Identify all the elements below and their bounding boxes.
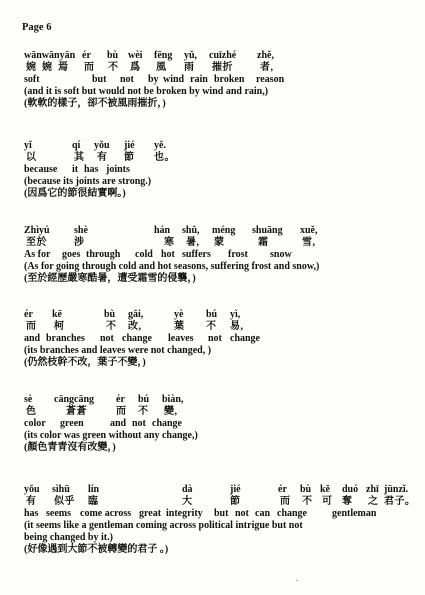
chinese-word: 寒 [164,237,175,248]
pinyin-word: zhě, [257,50,274,61]
chinese-word: 也。 [154,152,175,163]
pinyin-word: Zhìyú [24,225,50,236]
pinyin-word: zhī [366,484,379,495]
chinese-word: 而 [116,406,127,417]
gloss-word: hot [161,249,175,260]
chinese-word: 易, [230,321,244,332]
pinyin-word: jié [124,140,135,151]
gloss-word: gentleman [332,508,377,519]
chinese-translation: (軟軟的樣子，卻不被風雨摧折，) [24,98,166,109]
chinese-line [24,321,409,333]
chinese-word: 大 [182,496,193,507]
chinese-word: 涉 [74,237,85,248]
gloss-word: through [86,249,121,260]
chinese-word: 有 [26,496,37,507]
gloss-word: reason [256,74,285,85]
pinyin-word: ér [278,484,287,495]
gloss-word: change [230,333,260,344]
chinese-word: 婉 [26,62,37,73]
gloss-word: seems [46,508,71,519]
gloss-line [24,508,409,520]
pinyin-word: cāngcāng [54,394,94,405]
chinese-word: 之 [368,496,379,507]
translation-line: (its color was green without any change,) [24,430,198,441]
chinese-word: 節 [124,152,135,163]
gloss-word: great [139,508,162,519]
pinyin-word: yè [174,309,184,320]
chinese-word: 臨 [88,496,99,507]
chinese-word: 爲 [130,62,141,73]
pinyin-word: qí [72,140,81,151]
gloss-word: but [214,508,229,519]
chinese-word: 不 [302,496,313,507]
gloss-word: goes [62,249,81,260]
pinyin-word: ér [82,50,91,61]
chinese-word: 摧折 [212,62,233,73]
chinese-word: 至於 [26,237,47,248]
gloss-word: color [24,418,46,429]
gloss-word: come across [80,508,132,519]
gloss-word: soft [24,74,40,85]
pinyin-word: wèi [128,50,143,61]
pinyin-word: xuě, [300,225,318,236]
pinyin-word: shè [74,225,88,236]
pinyin-word: yì, [230,309,241,320]
gloss-word: not [132,418,146,429]
chinese-translation: (顏色青青沒有改變，) [24,442,116,453]
gloss-word: not [235,508,249,519]
stanza [24,394,409,454]
pinyin-word: hán [154,225,171,236]
chinese-line [24,406,409,418]
pinyin-word: shuāng [252,225,283,236]
pinyin-word: bú [138,394,150,405]
chinese-line [24,496,416,508]
gloss-word: wind [163,74,185,85]
gloss-word: branches [46,333,85,344]
chinese-word: 而 [84,62,95,73]
pinyin-word: yě. [154,140,166,151]
chinese-word: 雪, [302,237,316,248]
gloss-word: not [100,333,114,344]
chinese-word: 柯 [54,321,65,332]
translation-line: (its branches and leaves were not changed, ) [24,345,212,356]
pinyin-line [24,309,409,321]
chinese-word: 蒼蒼 [66,406,87,417]
pinyin-word: yǒu [94,140,110,151]
chinese-word: 色 [26,406,37,417]
stanza [24,140,409,200]
translation-line: (As for going through cold and hot seasons, suffering frost and snow,) [24,261,320,272]
pinyin-word: bú [206,309,218,320]
gloss-word: can [255,508,270,519]
pinyin-word: dà [182,484,193,495]
chinese-word: 改, [128,321,142,332]
pinyin-word: ér [116,394,125,405]
chinese-line [24,152,409,164]
gloss-word: has [24,508,39,519]
gloss-word: change [122,333,152,344]
pinyin-word: ér [24,309,33,320]
gloss-word: leaves [168,333,194,344]
gloss-word: because [24,164,58,175]
translation-line: (because its joints are strong.) [24,176,152,187]
chinese-word: 君子。 [384,496,416,507]
scan-mark: - [296,576,299,584]
pinyin-line [24,484,409,496]
chinese-word: 葉 [174,321,185,332]
chinese-translation: (至於經歷嚴寒酷暑，遭受霜雪的侵襲，) [24,273,196,284]
gloss-word: it [72,164,79,175]
chinese-word: 霜 [258,237,269,248]
gloss-word: integrity [166,508,203,519]
gloss-word: but [92,74,107,85]
pinyin-word: bù [107,50,119,61]
pinyin-word: sìhū [52,484,70,495]
stanza [24,309,409,369]
pinyin-word: wānwānyān [24,50,76,61]
gloss-line [24,74,409,86]
gloss-line [24,249,409,261]
chinese-word: 焉 [58,62,69,73]
gloss-word: broken [214,74,245,85]
pinyin-line [24,394,409,406]
gloss-line [24,333,409,345]
chinese-word: 以 [26,152,37,163]
chinese-word: 節 [230,496,241,507]
pinyin-word: shǔ, [182,225,200,236]
gloss-word: green [60,418,84,429]
pinyin-word: kē [52,309,62,320]
chinese-word: 者, [260,62,274,73]
gloss-line [24,418,409,430]
pinyin-word: jié [230,484,241,495]
chinese-word: 風 [156,62,167,73]
translation-line: being changed by it.) [24,532,113,543]
chinese-word: 不 [108,62,119,73]
chinese-translation: (因爲它的節很結實啊。) [24,188,126,199]
chinese-line [24,62,409,74]
chinese-word: 暑, [186,237,200,248]
pinyin-word: biàn, [162,394,184,405]
stanza [24,484,416,556]
chinese-word: 雨 [184,62,195,73]
gloss-word: change [152,418,182,429]
pinyin-word: bù [104,309,116,320]
pinyin-word: jūnzǐ. [384,484,409,495]
chinese-word: 不 [106,321,117,332]
pinyin-word: duó [342,484,359,495]
chinese-word: 可 [322,496,333,507]
pinyin-word: gǎi, [128,309,144,320]
gloss-word: and [110,418,127,429]
translation-line: (and it is soft but would not be broken by wind and rain,) [24,86,269,97]
chinese-word: 蒙 [214,237,225,248]
gloss-word: not [208,333,222,344]
gloss-word: As for [24,249,51,260]
gloss-word: rain [190,74,208,85]
pinyin-line [24,140,409,152]
pinyin-word: bù [300,484,312,495]
chinese-word: 而 [280,496,291,507]
chinese-word: 不 [138,406,149,417]
chinese-word: 而 [26,321,37,332]
pinyin-line [24,50,409,62]
chinese-word: 其 [74,152,85,163]
chinese-line [24,237,409,249]
chinese-word: 似乎 [54,496,75,507]
chinese-word: 有 [97,152,108,163]
gloss-word: snow [270,249,292,260]
pinyin-word: yǒu [24,484,40,495]
pinyin-word: kě [320,484,330,495]
gloss-word: frost [228,249,248,260]
page-label: Page 6 [22,22,52,33]
pinyin-word: fēng [154,50,173,61]
pinyin-word: yǐ [24,140,32,151]
gloss-word: change [277,508,307,519]
pinyin-word: lín [88,484,100,495]
gloss-word: and [24,333,41,344]
pinyin-word: sè [24,394,33,405]
stanza [24,225,409,285]
pinyin-word: yǔ, [184,50,198,61]
gloss-word: suffers [182,249,211,260]
gloss-word: cold [135,249,153,260]
gloss-word: by [148,74,159,85]
gloss-word: joints [106,164,130,175]
translation-line: (it seems like a gentleman coming across political intrigue but not [24,520,303,531]
chinese-word: 婉 [42,62,53,73]
stanza [24,50,409,110]
gloss-line [24,164,409,176]
chinese-word: 變, [164,406,178,417]
chinese-translation: (好像遇到大節不被轉變的君子 。) [24,544,169,555]
chinese-word: 不 [206,321,217,332]
chinese-word: 奪 [342,496,353,507]
gloss-word: has [84,164,99,175]
chinese-translation: (仍然枝幹不改，葉子不變，) [24,357,146,368]
pinyin-line [24,225,409,237]
pinyin-word: méng [212,225,236,236]
gloss-word: not [120,74,134,85]
pinyin-word: cuīzhé [209,50,237,61]
